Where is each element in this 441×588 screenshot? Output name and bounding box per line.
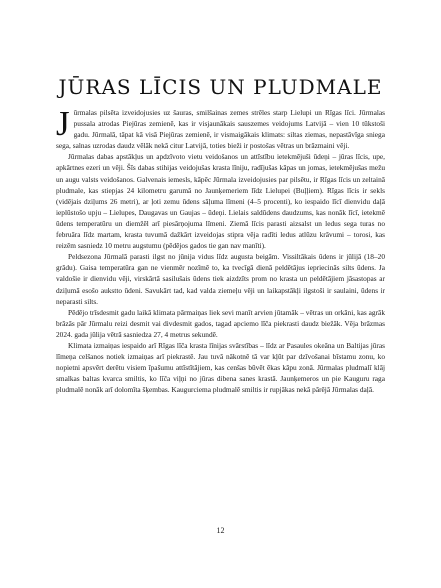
page-number: 12 — [216, 526, 225, 535]
drop-cap: J — [56, 104, 70, 143]
paragraph-1 — [56, 104, 385, 151]
paragraph-4: Pēdējo trīsdesmit gadu laikā klimata pārmaiņas liek sevi manīt arvien jūtamāk – vētras un orkāni, kas agrāk brāzās pār Jūrmalu reizi desmit vai divdesmit gados, tagad apciemo līča piekrasti daudz biežāk. Vēja brāzmas 2024. gada jūlija vētrā sasniedza 27, 4 metrus sekundē. — [56, 307, 385, 339]
paragraph-2: Jūrmalas dabas apstākļus un apdzīvoto vietu veidošanos un attīstību ietekmējuši ūdeņi – jūras līcis, upe, apkārtnes ezeri un vēji. Šīs dabas stihijas veidojušas krasta līniju, radījušas kāpas un jomas, ietekmējušas mežu un augu valsts veidošanos. Galvenais iemesls, kāpēc Jūrmala izveidojusies par pilsētu, ir Rīgas līcis un zeltainā pludmale, kas stiepjas 24 kilometru garumā no Jaunķemeriem līdz Lielupei (Buļļiem). Rīgas līcis ir sekls (vidējais dziļums 26 metri), ar ļoti zemu ūdens sāļuma līmeni (4–5 procenti), ko iespaido līcī dienvidu daļā ieplūstošo upju – Lielupes, Daugavas un Gaujas – ūdeņi. Lielais saldūdens daudzums, kas nonāk līcī, ietekmē ūdens temperatūru un diemžēl arī piesārņojuma līmeni. Ziemā līcis parasti aizsalst un ledus sega turas no februāra līdz martam, krasta tuvumā dažkārt izveidojas stipra vēja radīti ledus atlūzu krāvumi – torosi, kas reizēm sasniedz 10 metru augstumu (pēdējos gados tie gan nav manīti). — [56, 152, 385, 251]
paragraph-1-text: ūrmalas pilsēta izveidojusies uz šauras, smilšainas zemes strēles starp Lielupi un Rīgas līci. Jūrmalas pussala atrodas Piejūras zemienē, kas ir visjaunākais sauszemes veidojums Latvijā – vien 10 tūkstoši gadu. Jūrmalā, tāpat kā visā Piejūras zemienē, ir vismaigākais klimats: siltas ziemas, nepastāvīga sniega sega, salnas uzrodas daudz vēlāk nekā citur Latvijā, toties bieži ir postošas vētras un brāzmaini vēji. — [56, 108, 385, 151]
chapter-body — [56, 104, 385, 395]
chapter-title: JŪRAS LĪCIS UN PLUDMALE — [58, 75, 383, 100]
paragraph-3: Peldsezona Jūrmalā parasti ilgst no jūnija vidus līdz augusta beigām. Vissiltākais ūdens ir jūlijā (18–20 grādu). Gaisa temperatūra gan ne vienmēr nozīmē to, ka tvecīgā dienā peldētājus iepriecinās silts ūdens. Ja valdošie ir dienvidu vēji, virskārtā sasilušais ūdens tiek aizdzīts prom no krasta un peldētājiem jāsastopas ar dziļumā esošo aukstto ūdeni. Savukārt tad, kad valda ziemeļu vēji un laikapstākļi ilgstoši ir saulaini, ūdens ir neparasti silts. — [56, 252, 385, 306]
paragraph-5: Klimata izmaiņas iespaido arī Rīgas līča krasta līnijas svārstības – līdz ar Pasaules okeāna un Baltijas jūras līmeņa celšanos notiek izmaiņas arī piekrastē. Jau tuvā nākotnē tā var kļūt par dzīvošanai bīstamu zonu, ko nopietni apsvērt derētu visiem īpašumu attīstītājiem, kas cenšas būvēt ēkas kāpu zonā. Jūrmalas pludmalī klāj smalkas baltas kvarca smiltis, ko līča viļņi no jūras dibena sanes krastā. Jaunķemeros un pie Kauguru raga pludmalē nonāk arī dolomīta šķembas. Kaugurciema pludmalē smiltis ir rupjākas nekā pārējā Jūrmalas daļā. — [56, 340, 385, 395]
